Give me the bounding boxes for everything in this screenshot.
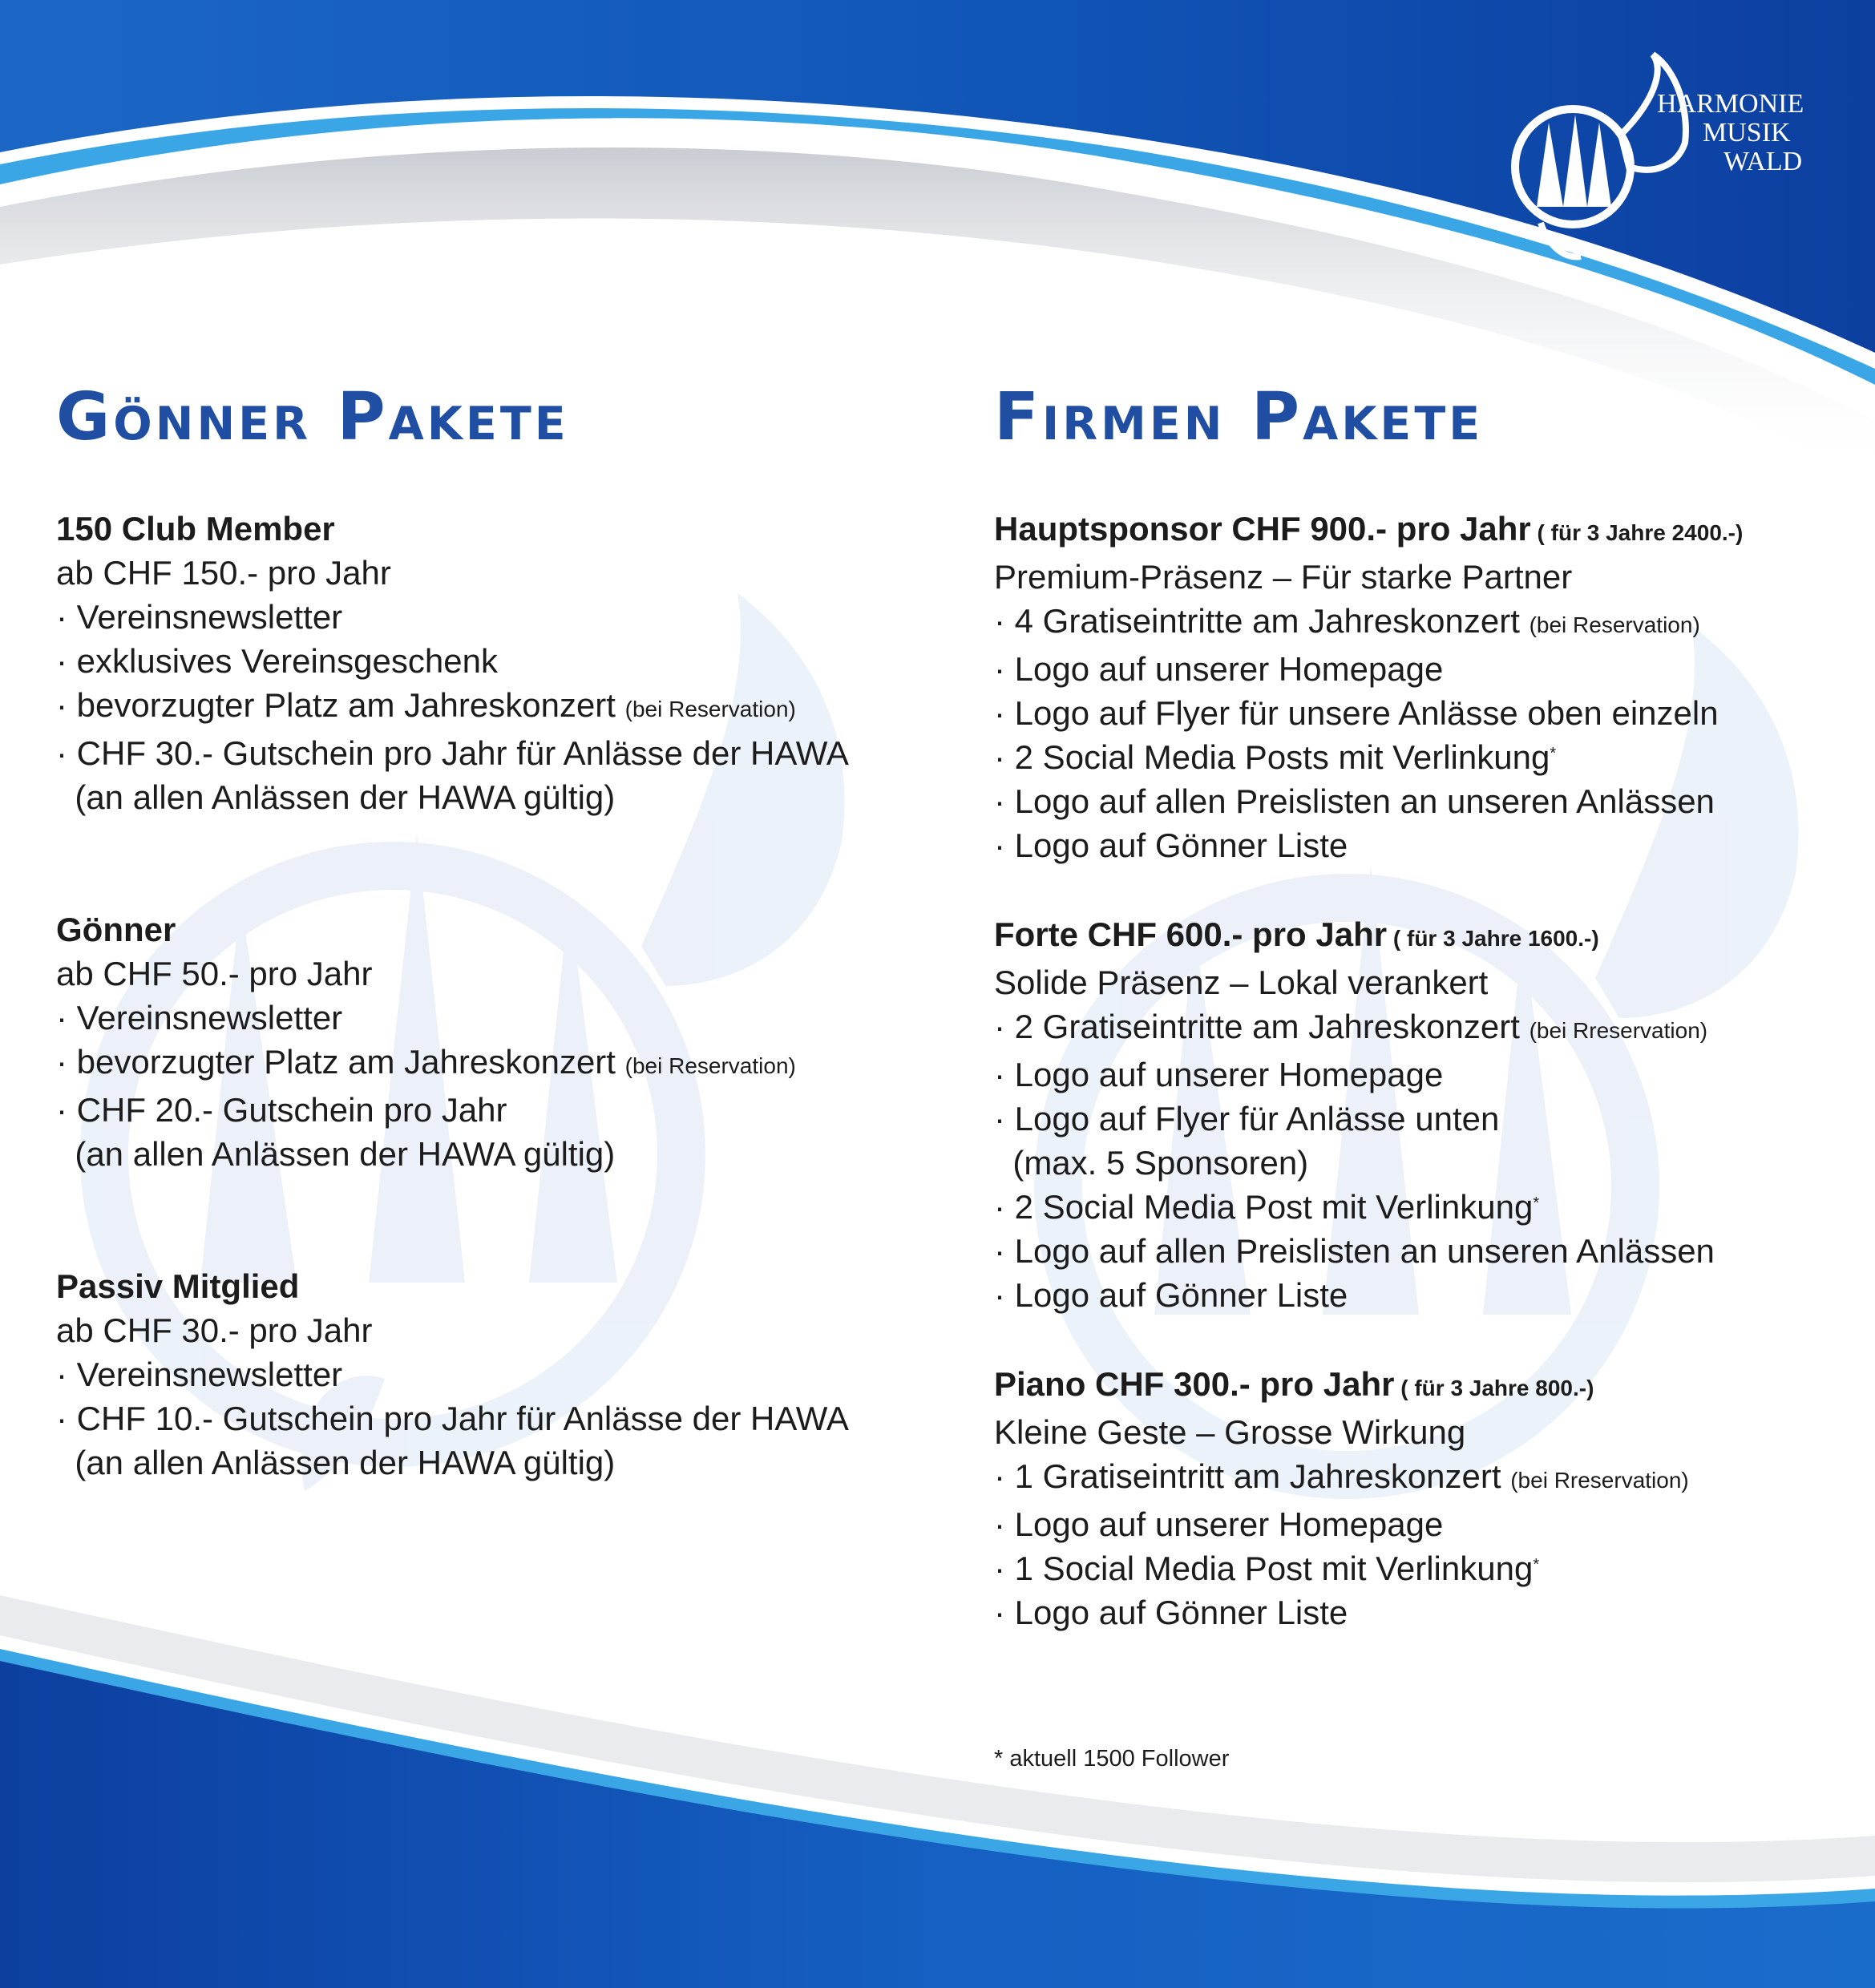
- package-line: · Logo auf Gönner Liste: [994, 1276, 1348, 1314]
- svg-text:MUSIK: MUSIK: [1703, 118, 1791, 147]
- package-line: · Logo auf allen Preislisten an unseren Anlässen: [994, 782, 1715, 820]
- package-line-remark: (bei Reservation): [624, 697, 796, 721]
- package-line: Kleine Geste – Grosse Wirkung: [994, 1413, 1466, 1451]
- firmen-pakete-column: [994, 379, 1860, 1634]
- package-title-text: 150 Club Member: [56, 510, 335, 548]
- package-line: · Logo auf Gönner Liste: [994, 826, 1348, 864]
- package-title: [56, 507, 938, 551]
- package-block: [994, 507, 1860, 867]
- package-line: · CHF 30.- Gutschein pro Jahr für Anlässe der HAWA: [56, 734, 849, 772]
- footnote-marker: *: [1533, 1556, 1540, 1574]
- package-title: [994, 912, 1860, 960]
- footnote: * aktuell 1500 Follower: [994, 1746, 1230, 1772]
- package-line: · 2 Gratiseintritte am Jahreskonzert (bei Rreservation): [994, 1008, 1708, 1045]
- package-line: (an allen Anlässen der HAWA gültig): [56, 1444, 616, 1481]
- section-title-goenner: Gönner Pakete: [56, 379, 569, 455]
- package-line: · Logo auf allen Preislisten an unseren Anlässen: [994, 1232, 1715, 1270]
- package-line: · bevorzugter Platz am Jahreskonzert (bei Reservation): [56, 686, 796, 724]
- package-line: · 4 Gratiseintritte am Jahreskonzert (bei Reservation): [994, 602, 1700, 640]
- footnote-marker: *: [1533, 1194, 1540, 1212]
- package-line: · Logo auf Gönner Liste: [994, 1594, 1348, 1631]
- package-line: (max. 5 Sponsoren): [994, 1144, 1309, 1182]
- package-line: (an allen Anlässen der HAWA gültig): [56, 778, 616, 816]
- package-line: · Logo auf unserer Homepage: [994, 1505, 1444, 1543]
- package-line-remark: (bei Rreservation): [1529, 1018, 1708, 1043]
- package-multi-year-note: ( für 3 Jahre 800.-): [1394, 1376, 1594, 1400]
- package-title-text: Hauptsponsor CHF 900.- pro Jahr: [994, 510, 1531, 548]
- package-line: · Logo auf Flyer für unsere Anlässe oben einzeln: [994, 694, 1719, 732]
- package-block: [994, 1362, 1860, 1634]
- package-line: · CHF 10.- Gutschein pro Jahr für Anlässe der HAWA: [56, 1400, 849, 1437]
- package-title-text: Passiv Mitglied: [56, 1267, 300, 1305]
- firmen-packages-list: [994, 507, 1860, 1634]
- goenner-pakete-column: [56, 379, 938, 1485]
- package-line: · Vereinsnewsletter: [56, 1356, 343, 1393]
- package-title-text: Gönner: [56, 911, 176, 948]
- package-line: Premium-Präsenz – Für starke Partner: [994, 558, 1573, 596]
- package-title-text: Forte CHF 600.- pro Jahr: [994, 915, 1388, 953]
- package-title: [56, 1264, 938, 1308]
- package-line-remark: (bei Reservation): [1529, 612, 1700, 637]
- package-line: · 1 Social Media Post mit Verlinkung*: [994, 1550, 1540, 1587]
- package-line: · bevorzugter Platz am Jahreskonzert (bei Reservation): [56, 1043, 796, 1081]
- package-multi-year-note: ( für 3 Jahre 1600.-): [1387, 926, 1599, 951]
- package-line: · Logo auf Flyer für Anlässe unten: [994, 1100, 1500, 1137]
- package-line: (an allen Anlässen der HAWA gültig): [56, 1135, 616, 1173]
- package-block: [56, 907, 938, 1176]
- svg-text:WALD: WALD: [1723, 147, 1803, 176]
- section-title-firmen: Firmen Pakete: [994, 379, 1484, 455]
- package-line: Solide Präsenz – Lokal verankert: [994, 964, 1489, 1001]
- package-line: · Vereinsnewsletter: [56, 999, 343, 1036]
- package-line: · Logo auf unserer Homepage: [994, 650, 1444, 688]
- package-title-text: Piano CHF 300.- pro Jahr: [994, 1365, 1395, 1403]
- footnote-marker: *: [1550, 745, 1557, 762]
- package-line: · 2 Social Media Posts mit Verlinkung*: [994, 738, 1557, 776]
- package-line: ab CHF 50.- pro Jahr: [56, 955, 373, 992]
- package-line-remark: (bei Rreservation): [1510, 1468, 1689, 1493]
- package-line: ab CHF 150.- pro Jahr: [56, 554, 391, 592]
- package-line: · exklusives Vereinsgeschenk: [56, 642, 498, 680]
- svg-text:HARMONIE: HARMONIE: [1657, 89, 1804, 119]
- package-line: · Logo auf unserer Homepage: [994, 1056, 1444, 1093]
- package-block: [994, 912, 1860, 1317]
- package-title: [56, 907, 938, 952]
- package-title: [994, 507, 1860, 555]
- package-block: [56, 507, 938, 819]
- brand-logo: [1493, 46, 1829, 271]
- package-line: · 2 Social Media Post mit Verlinkung*: [994, 1188, 1540, 1226]
- goenner-packages-list: [56, 507, 938, 1485]
- horn-logo-icon: [1493, 46, 1829, 271]
- package-line-remark: (bei Reservation): [624, 1053, 796, 1078]
- package-line: · 1 Gratiseintritt am Jahreskonzert (bei Rreservation): [994, 1457, 1689, 1495]
- package-line: · Vereinsnewsletter: [56, 598, 343, 636]
- package-line: · CHF 20.- Gutschein pro Jahr: [56, 1091, 507, 1129]
- package-multi-year-note: ( für 3 Jahre 2400.-): [1530, 520, 1744, 545]
- package-line: ab CHF 30.- pro Jahr: [56, 1311, 373, 1349]
- package-title: [994, 1362, 1860, 1410]
- package-block: [56, 1264, 938, 1485]
